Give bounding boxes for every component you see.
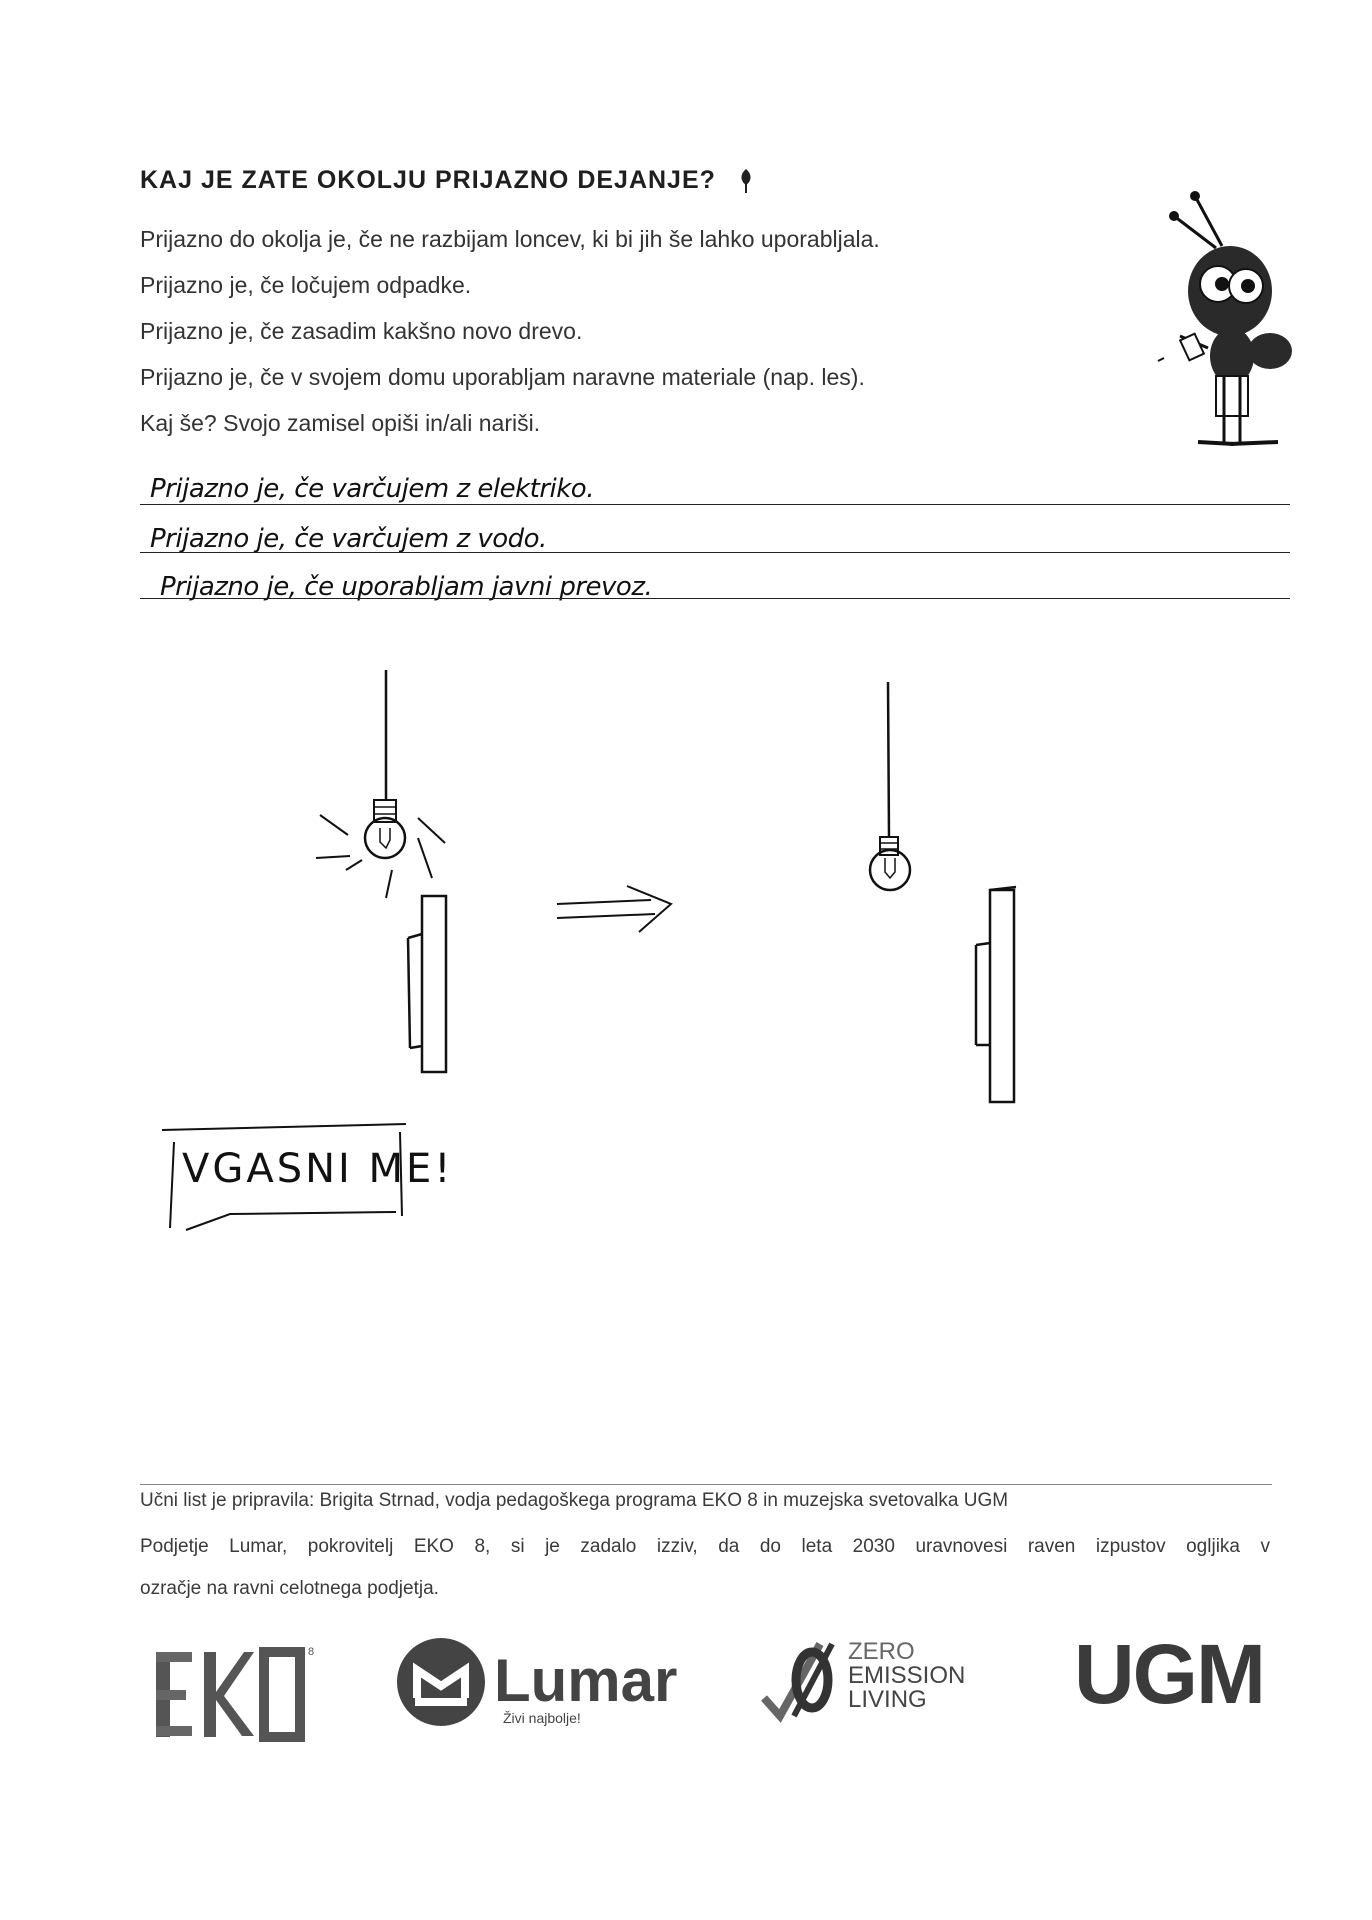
handwritten-line: Prijazno je, če uporabljam javni prevoz.: [160, 572, 653, 602]
zero-line3: LIVING: [848, 1686, 927, 1713]
lumar-tagline: Živi najbolje!: [503, 1710, 581, 1726]
zero-line1: ZERO: [848, 1638, 915, 1665]
paragraph-line: Prijazno do okolja je, če ne razbijam loncev, ki bi jih še lahko uporabljala.: [140, 226, 880, 252]
paragraph-line: Prijazno je, če v svojem domu uporabljam naravne materiale (nap. les).: [140, 364, 865, 390]
lumar-wordmark: Lumar: [494, 1647, 678, 1714]
page-title: [140, 166, 754, 195]
zero-emission-wordmark: [848, 1640, 965, 1712]
lumar-logo-icon: [395, 1636, 487, 1728]
lit-bulb-drawing: [310, 670, 460, 900]
footer-statement-line1: Podjetje Lumar, pokrovitelj EKO 8, si je zadalo izziv, da do leta 2030 uravnovesi raven izpustov ogljika v: [140, 1536, 1270, 1557]
eko-superscript: 8: [308, 1646, 315, 1658]
ugm-logo: UGM: [1074, 1627, 1264, 1721]
footer-credit: Učni list je pripravila: Brigita Strnad, vodja pedagoškega programa EKO 8 in muzejska svetovalka UGM: [140, 1490, 1009, 1511]
paragraph-line: Prijazno je, če zasadim kakšno novo drevo.: [140, 318, 583, 344]
paragraph-line: Prijazno je, če ločujem odpadke.: [140, 272, 472, 298]
light-switch-off-drawing: [968, 885, 1032, 1103]
writing-rule: [140, 504, 1290, 505]
unlit-bulb-drawing: [860, 682, 920, 912]
sign-text: VGASNI ME!: [182, 1146, 454, 1192]
eko8-logo: [150, 1646, 320, 1741]
ant-mascot-icon: [1150, 186, 1300, 456]
writing-rule: [140, 552, 1290, 553]
eko-logo-icon: [150, 1646, 320, 1741]
writing-rule: [140, 598, 1290, 599]
zero-line2: EMISSION: [848, 1662, 966, 1689]
footer-statement-line2: ozračje na ravni celotnega podjetja.: [140, 1578, 439, 1599]
heading-text: KAJ JE ZATE OKOLJU PRIJAZNO DEJANJE?: [140, 166, 716, 194]
zero-emission-icon: [760, 1638, 840, 1718]
arrow-right-icon: [555, 880, 675, 940]
light-switch-on-drawing: [400, 888, 460, 1072]
handwritten-line: Prijazno je, če varčujem z vodo.: [150, 524, 547, 554]
handwritten-line: Prijazno je, če varčujem z elektriko.: [150, 474, 594, 504]
paragraph-line: Kaj še? Svojo zamisel opiši in/ali nariši.: [140, 410, 541, 436]
leaf-icon: [738, 168, 754, 194]
